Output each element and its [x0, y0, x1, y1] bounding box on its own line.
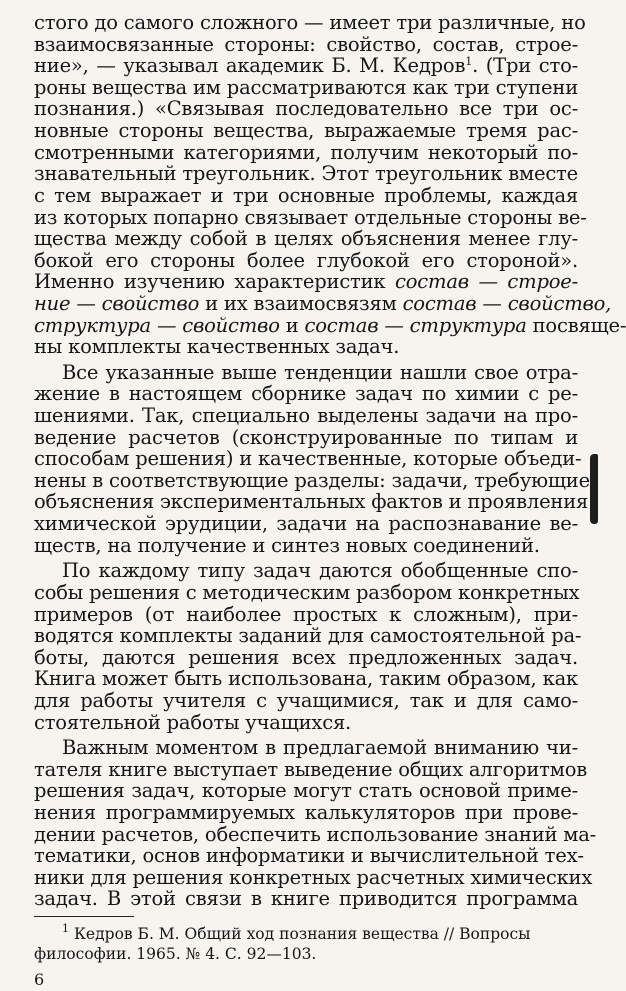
footnote-reference: 1: [465, 55, 473, 69]
text-line: жение в настоящем сборнике задач по химии с ре-: [34, 382, 578, 406]
text-line: решения задач, которые могут стать основой приме-: [34, 779, 578, 803]
italic-term: состав — строе-: [395, 270, 578, 294]
text-line: тателя книге выступает выведение общих алгоритмов: [34, 757, 588, 781]
text-line: шениями. Так, специально выделены задачи на про-: [34, 404, 578, 427]
text-line: боты, даются решения всех предложенных задач.: [34, 645, 578, 669]
text-line: стоятельной работы учащихся.: [34, 710, 352, 734]
text-line: дении расчетов, обеспечить использование знаний ма-: [34, 822, 597, 846]
text-line: химической эрудиции, задачи на распознавание ве-: [34, 512, 578, 535]
footnote-line: философии. 1965. № 4. С. 92—103.: [34, 945, 317, 963]
text-line: с тем выражает и три основные проблемы, каждая: [34, 183, 578, 207]
text-line: Именно изучению характеристик состав — строе-: [34, 270, 578, 294]
italic-term: состав — свойство,: [402, 291, 612, 315]
footnote-marker: 1: [62, 922, 69, 935]
text-line: для работы учителя с учащимися, так и для само-: [34, 688, 578, 712]
text-line: собы решения с методическим разбором конкретных: [34, 580, 580, 604]
text-line: из которых попарно связывает отдельные стороны ве-: [34, 205, 587, 229]
text-line: роны вещества им рассматриваются как три ступени: [34, 75, 578, 99]
text-line: объяснения экспериментальных фактов и проявления: [34, 490, 589, 514]
text-line: стого до самого сложного — имеет три различные, но: [34, 11, 586, 34]
italic-term: состав — структура: [304, 313, 527, 337]
footnote-line: $^1$ Кедров Б. М. Общий ход познания вещества // Вопросы: [62, 922, 531, 943]
text-line: познания.) «Связывая последовательно все три ос-: [34, 97, 578, 121]
italic-term: ние — свойство: [34, 291, 200, 315]
paragraph-first-line: Все указанные выше тенденции нашли свое отра-: [62, 360, 578, 384]
text-line: водятся комплекты заданий для самостоятельной ра-: [34, 624, 582, 648]
text-line: ние», — указывал академик Б. М. Кедров$^1$. (Три сто-: [34, 54, 579, 78]
text-line: смотренными категориями, получим некоторый по-: [34, 140, 578, 164]
text-line: тематики, основ информатики и вычислительной тех-: [34, 844, 584, 868]
text-line: ники для решения конкретных расчетных химических: [34, 865, 593, 889]
text-line: ны комплекты качественных задач.: [34, 335, 400, 359]
page-number: 6: [34, 970, 45, 989]
text-line: новные стороны вещества, выражаемые тремя рас-: [34, 119, 578, 142]
text-line: ние — свойство и их взаимосвязям состав — свойство,: [34, 291, 612, 315]
text-line: нены в соответствующие разделы: задачи, требующие: [34, 468, 590, 492]
text-line: структура — свойство и состав — структура посвяще-: [34, 313, 626, 337]
text-line: ществ, на получение и синтез новых соединений.: [34, 533, 540, 557]
text-line: примеров (от наиболее простых к сложным), при-: [34, 602, 578, 626]
text-line: ведение расчетов (сконструированные по типам и: [34, 425, 578, 449]
paragraph-first-line: Важным моментом в предлагаемой вниманию чи-: [62, 736, 578, 760]
text-line: взаимосвязанные стороны: свойство, состав, строе-: [34, 32, 578, 56]
text-line: способам решения) и качественные, которые объеди-: [34, 447, 582, 471]
scan-margin-mark: [590, 454, 598, 524]
text-line: Книга может быть использована, таким образом, как: [34, 667, 578, 691]
text-line: задач. В этой связи в книге приводится программа: [34, 887, 578, 911]
text-line: нения программируемых калькуляторов при прове-: [34, 801, 578, 824]
italic-term: структура — свойство: [34, 313, 280, 337]
text-line: щества между собой в целях объяснения менее глу-: [34, 227, 578, 251]
text-line: знавательный треугольник. Этот треугольник вместе: [34, 162, 578, 186]
paragraph-first-line: По каждому типу задач даются обобщенные спо-: [62, 559, 578, 583]
text-line: бокой его стороны более глубокой его стороной».: [34, 248, 578, 272]
footnote-rule: [34, 916, 134, 917]
